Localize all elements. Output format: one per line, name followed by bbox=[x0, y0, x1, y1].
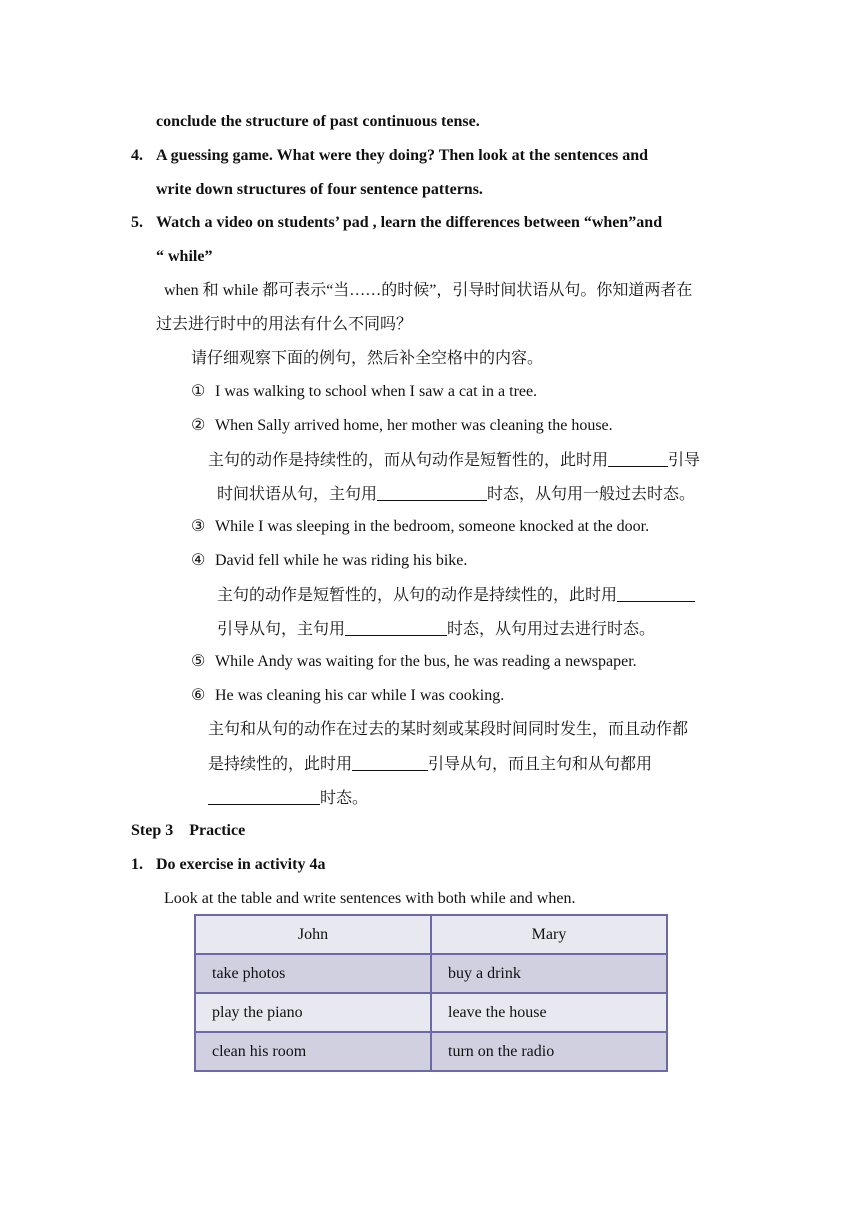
sentence-text: I was walking to school when I saw a cat in a tree. bbox=[215, 383, 538, 400]
text-line: “ while” bbox=[156, 248, 213, 265]
rule-text: 主句的动作是持续性的，而从句动作是短暂性的，此时用 bbox=[208, 452, 609, 469]
text-line: A guessing game. What were they doing? Then look at the sentences and bbox=[156, 147, 649, 164]
text-line: when 和 while 都可表示“当……的时候”，引导时间状语从句。你知道两者在 bbox=[164, 282, 693, 299]
text-line: write down structures of four sentence patterns. bbox=[156, 181, 483, 198]
example-sentence bbox=[191, 517, 649, 537]
rule-text: 主句的动作是短暂性的，从句的动作是持续性的，此时用 bbox=[217, 587, 618, 604]
circle-number: ③ bbox=[191, 518, 206, 535]
list-number: 1. bbox=[131, 856, 143, 873]
list-number: 4. bbox=[131, 147, 143, 164]
table-row bbox=[195, 993, 667, 1032]
rule-text: 是持续性的，此时用 bbox=[208, 756, 353, 773]
rule-line bbox=[208, 450, 700, 471]
rule-text: 时态，从句用过去进行时态。 bbox=[447, 621, 656, 638]
rule-text: 引导 bbox=[668, 452, 701, 469]
rule-line bbox=[217, 484, 695, 505]
table-cell: clean his room bbox=[195, 1032, 431, 1071]
text-line: 请仔细观察下面的例句，然后补全空格中的内容。 bbox=[191, 350, 544, 367]
text-line: Look at the table and write sentences with both while and when. bbox=[164, 890, 576, 907]
section-heading: Step 3 Practice bbox=[131, 822, 246, 839]
text-line: Do exercise in activity 4a bbox=[156, 856, 326, 873]
sentence-text: While I was sleeping in the bedroom, someone knocked at the door. bbox=[215, 518, 650, 535]
circle-number: ② bbox=[191, 417, 206, 434]
example-sentence bbox=[191, 416, 613, 436]
table-cell: play the piano bbox=[195, 993, 431, 1032]
rule-text: 时间状语从句，主句用 bbox=[217, 486, 378, 503]
rule-line bbox=[217, 619, 655, 640]
circle-number: ⑤ bbox=[191, 653, 206, 670]
activity-table bbox=[194, 914, 668, 1072]
table-header-cell: Mary bbox=[431, 915, 667, 954]
table-cell: turn on the radio bbox=[431, 1032, 667, 1071]
example-sentence bbox=[191, 551, 467, 571]
fill-blank[interactable] bbox=[208, 788, 320, 805]
circle-number: ④ bbox=[191, 552, 206, 569]
example-sentence bbox=[191, 686, 504, 706]
fill-blank[interactable] bbox=[617, 585, 695, 602]
sentence-text: David fell while he was riding his bike. bbox=[215, 552, 468, 569]
fill-blank[interactable] bbox=[377, 484, 487, 501]
sentence-text: While Andy was waiting for the bus, he was reading a newspaper. bbox=[215, 653, 637, 670]
rule-line bbox=[208, 788, 368, 809]
rule-text: 引导从句，而且主句和从句都用 bbox=[428, 756, 653, 773]
text-line: Watch a video on students’ pad , learn the differences between “when”and bbox=[156, 214, 663, 231]
rule-line bbox=[217, 585, 695, 606]
sentence-text: He was cleaning his car while I was cooking. bbox=[215, 687, 505, 704]
rule-line bbox=[208, 754, 652, 775]
table-cell: take photos bbox=[195, 954, 431, 993]
table-cell: buy a drink bbox=[431, 954, 667, 993]
table-header-row bbox=[195, 915, 667, 954]
example-sentence bbox=[191, 382, 537, 402]
rule-line: 主句和从句的动作在过去的某时刻或某段时间同时发生，而且动作都 bbox=[208, 721, 689, 738]
table-row bbox=[195, 954, 667, 993]
fill-blank[interactable] bbox=[352, 754, 428, 771]
sentence-text: When Sally arrived home, her mother was cleaning the house. bbox=[215, 417, 613, 434]
circle-number: ⑥ bbox=[191, 687, 206, 704]
circle-number: ① bbox=[191, 383, 206, 400]
fill-blank[interactable] bbox=[608, 450, 668, 467]
example-sentence bbox=[191, 652, 637, 672]
table-cell: leave the house bbox=[431, 993, 667, 1032]
text-line: conclude the structure of past continuous tense. bbox=[156, 113, 480, 130]
rule-text: 时态，从句用一般过去时态。 bbox=[487, 486, 696, 503]
table-header-cell: John bbox=[195, 915, 431, 954]
rule-text: 时态。 bbox=[320, 790, 369, 807]
table-row bbox=[195, 1032, 667, 1071]
list-number: 5. bbox=[131, 214, 143, 231]
fill-blank[interactable] bbox=[345, 619, 447, 636]
text-line: 过去进行时中的用法有什么不同吗？ bbox=[156, 316, 413, 333]
rule-text: 引导从句，主句用 bbox=[217, 621, 346, 638]
